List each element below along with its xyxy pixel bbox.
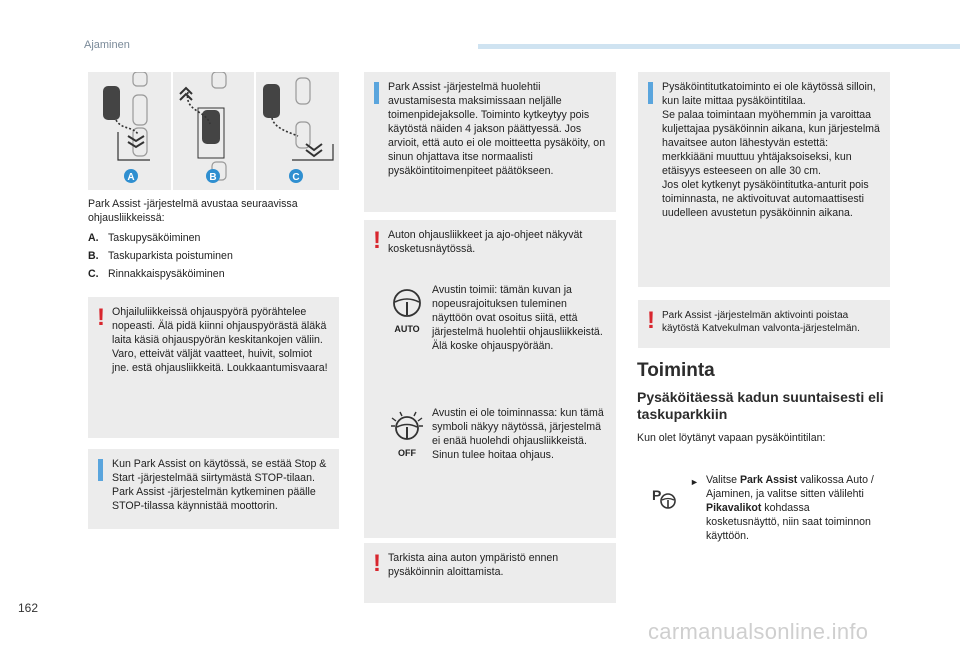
warning-icon: ! xyxy=(97,304,105,331)
subsection-heading: Pysäköitäessä kadun suuntaisesti eli taskuparkkiin xyxy=(637,389,884,422)
info-icon xyxy=(98,459,103,481)
label-b: B xyxy=(209,172,217,183)
warning-box-steering: ! Ohjailuliikkeissä ohjauspyörä pyörähtelee nopeasti. Älä pidä kiinni ohjauspyörästä äläkä laita käsiä ohjauspyörän keskitankojen väliin. Varo, etteivät väljät vaatteet, huivit, solmiot jne. estä ohjausliikkeitä. Loukkaantumisvaara! xyxy=(88,297,339,438)
auto-description: Avustin toimii: tämän kuvan ja nopeusrajoituksen tuleminen näyttöön ovat osoitus siitä, että järjestelmä huolehtii ohjausliikkeistä. Älä koske ohjauspyörään. xyxy=(432,284,603,352)
info-box-parking-sensors: Pysäköintitutkatoiminto ei ole käytössä silloin, kun laite mittaa pysäköintitilaa. Se palaa toimintaan myöhemmin ja varoittaa kuljettajaa pysäköinnin aikana, kun järjestelmä havaitsee auton lähestyvän estettä: merkkiääni muuttuu yhtäjaksoiseksi, kun etäisyys esteeseen on alle 30 cm. Jos olet kytkenyt pysäköintitutka-anturit pois toiminnasta, ne aktivoituvat automaattisesti uudelleen avustetun pysäköinnin aikana. xyxy=(638,72,890,287)
warning-icon: ! xyxy=(373,550,381,577)
warning-icon: ! xyxy=(647,307,655,334)
list-item: C. Rinnakkaispysäköiminen xyxy=(88,267,225,280)
info-box-stop-start: Kun Park Assist on käytössä, se estää Stop & Start -järjestelmää siirtymästä STOP-tilaan. Park Assist -järjestelmän kytkeminen päälle STOP-tilassa käynnistää moottorin. xyxy=(88,449,339,529)
warning-icon: ! xyxy=(373,227,381,254)
info-icon xyxy=(648,82,653,104)
page-number: 162 xyxy=(18,601,39,615)
off-label: OFF xyxy=(398,447,416,458)
svg-text:P: P xyxy=(652,487,662,503)
off-description: Avustin ei ole toiminnassa: kun tämä symboli näkyy näytössä, järjestelmä ei enää huolehdi ohjausliikkeistä. Sinun tulee hoitaa ohjaus. xyxy=(432,407,604,461)
label-a: A xyxy=(127,172,135,183)
step-bullet-icon: ► xyxy=(690,477,699,487)
section-heading: Toiminta xyxy=(637,360,715,381)
col1-intro: Park Assist -järjestelmä avustaa seuraavissa ohjausliikkeissä: xyxy=(88,198,298,224)
park-assist-icon xyxy=(652,486,676,510)
parking-diagram xyxy=(88,72,339,190)
maneuver-list xyxy=(88,232,338,286)
steering-off-icon xyxy=(390,410,424,456)
warning-box-instructions: ! Auton ohjausliikkeet ja ajo-ohjeet näkyvät kosketusnäytössä. AUTO Avustin toimii: tämän kuvan ja nopeusrajoituksen tuleminen näyttöön ovat osoitus siitä, että järjestelmä huolehtii ohjausliikkeistä. Älä koske ohjauspyörään. OFF Avustin ei ole toiminnassa: kun tämä symboli näkyy näytössä, järjestelmä ei enää huolehdi ohjausliikkeistä. Sinun tulee hoitaa ohjaus. xyxy=(364,220,616,538)
warning-box-surroundings: ! Tarkista aina auton ympäristö ennen pysäköinnin aloittamista. xyxy=(364,543,616,603)
intro-paragraph: Kun olet löytänyt vapaan pysäköintitilan: xyxy=(637,432,826,444)
watermark: carmanualsonline.info xyxy=(648,619,869,644)
info-box-four-sequences: Park Assist -järjestelmä huolehtii avustamisesta maksimissaan neljälle toimenpidejaksolle. Toiminto kytkeytyy pois käytöstä näiden 4 jakson päättyessä. Jos arvioit, että auto ei ole moitteetta pysäköity, on sinun ohjattava itse normaalisti pysäköintitoimenpiteet päätökseen. xyxy=(364,72,616,212)
diagram-labels xyxy=(124,169,303,183)
step-instruction: Valitse Park Assist valikossa Auto / Ajaminen, ja valitse sitten välilehti Pikavalikot kohdassa kosketusnäyttö, niin saat toiminnon käyttöön. xyxy=(706,474,874,542)
warning-box-blind-spot: ! Park Assist -järjestelmän aktivointi poistaa käytöstä Katvekulman valvonta-järjestelmän. xyxy=(638,300,890,348)
label-c: C xyxy=(292,172,300,183)
steering-auto-icon xyxy=(390,286,424,332)
panel-a-car xyxy=(103,86,120,120)
auto-label: AUTO xyxy=(394,323,420,334)
info-icon xyxy=(374,82,379,104)
page-header-bar xyxy=(478,44,960,49)
list-item: B. Taskuparkista poistuminen xyxy=(88,249,233,262)
panel-c-car xyxy=(263,84,280,118)
panel-b-car xyxy=(202,110,220,144)
list-item: A. Taskupysäköiminen xyxy=(88,232,201,244)
page-header-text: Ajaminen xyxy=(84,39,130,51)
